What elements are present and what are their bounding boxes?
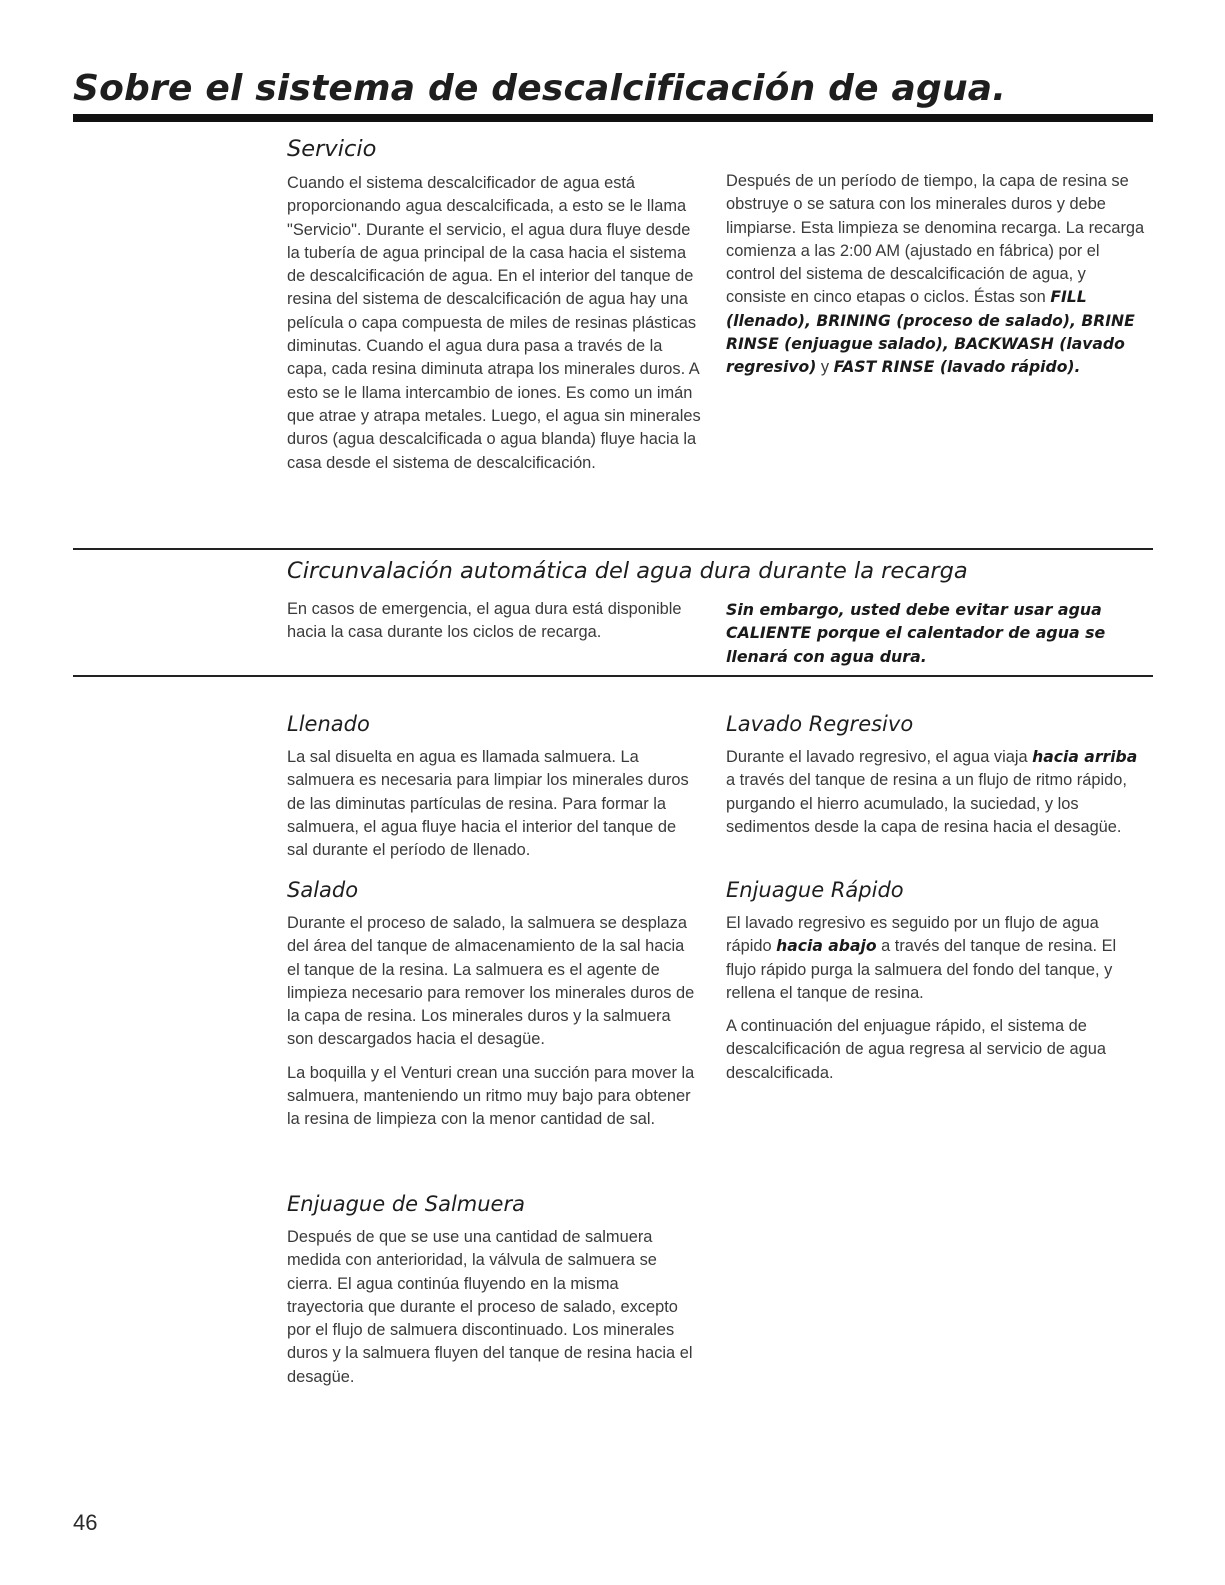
lavado-regresivo-text [726, 746, 1146, 839]
servicio-text: Cuando el sistema descalcificador de agua está proporcionando agua descalcificada, a esto se le llama "Servicio". Durante el servicio, el agua dura fluye desde la tubería de agua principal de la casa hacia el sistema de descalcificación de agua. En el interior del tanque de resina del sistema de descalcificación de agua hay una película o capa compuesta de miles de resinas plásticas diminutas. Cuando el agua dura pasa a través de la capa, cada resina diminuta atrapa los minerales duros. A esto se le llama intercambio de iones. Es como un imán que atrae y atrapa metales. Luego, el agua sin minerales duros (agua descalcificada o agua blanda) fluye hacia la casa desde el sistema de descalcificación. [287, 174, 701, 472]
enjuague-salmuera-section [287, 1192, 697, 1389]
enjuague-rapido-pre: El lavado regresivo es seguido por un flujo de agua rápido [726, 914, 1099, 956]
lavado-regresivo-emphasis: hacia arriba [1032, 748, 1138, 766]
salado-heading: Salado [287, 878, 359, 902]
section-divider [73, 675, 1153, 677]
lavado-regresivo-section [726, 712, 1146, 839]
bypass-right-column [726, 598, 1146, 668]
servicio-left-column [287, 136, 707, 475]
enjuague-rapido-text-2: A continuación del enjuague rápido, el sistema de descalcificación de agua regresa al servicio de agua descalcificada. [726, 1017, 1106, 1082]
servicio-right-column [726, 170, 1146, 380]
recarga-intro: Después de un período de tiempo, la capa de resina se obstruye o se satura con los minerales duros y debe limpiarse. Esta limpieza se denomina recarga. La recarga comienza a las 2:00 AM (ajustado en fábrica) por el control del sistema de descalcificación de agua, y consiste en cinco etapas o ciclos. Éstas son [726, 172, 1145, 307]
enjuague-salmuera-heading: Enjuague de Salmuera [287, 1192, 525, 1216]
lavado-regresivo-post: a través del tanque de resina a un flujo de ritmo rápido, purgando el hierro acumulado, la suciedad, y los sedimentos desde la capa de resina hacia el desagüe. [726, 771, 1127, 836]
page-title: Sobre el sistema de descalcificación de agua. [73, 68, 1007, 109]
bypass-section [287, 558, 1157, 584]
bypass-left-column [287, 598, 697, 645]
salado-text-2: La boquilla y el Venturi crean una succión para mover la salmuera, manteniendo un ritmo muy bajo para obtener la resina de limpieza con la menor cantidad de sal. [287, 1063, 695, 1129]
bypass-text: En casos de emergencia, el agua dura está disponible hacia la casa durante los ciclos de recarga. [287, 600, 682, 642]
llenado-text: La sal disuelta en agua es llamada salmuera. La salmuera es necesaria para limpiar los minerales duros de las diminutas partículas de resina. Para formar la salmuera, el agua fluye hacia el interior del tanque de sal durante el período de llenado. [287, 748, 689, 860]
servicio-heading: Servicio [287, 136, 377, 162]
enjuague-rapido-post: a través del tanque de resina. El flujo rápido purga la salmuera del fondo del tanque, y rellena el tanque de resina. [726, 937, 1117, 1002]
llenado-section [287, 712, 697, 862]
lavado-regresivo-heading: Lavado Regresivo [726, 712, 914, 736]
enjuague-rapido-section [726, 878, 1146, 1085]
bypass-heading: Circunvalación automática del agua dura durante la recarga [287, 558, 968, 584]
enjuague-rapido-heading: Enjuague Rápido [726, 878, 904, 902]
llenado-heading: Llenado [287, 712, 370, 736]
salado-section [287, 878, 697, 1132]
enjuague-rapido-emphasis: hacia abajo [776, 937, 877, 956]
section-divider [73, 548, 1153, 550]
recarga-text [726, 170, 1146, 380]
lavado-regresivo-pre: Durante el lavado regresivo, el agua viaja [726, 748, 1033, 766]
recarga-cycles: FILL (llenado), BRINING (proceso de salado), BRINE RINSE (enjuague salado), BACKWASH (lavado regresivo) [726, 288, 1135, 377]
recarga-and: y [816, 358, 834, 377]
recarga-last-cycle: FAST RINSE (lavado rápido). [833, 358, 1081, 377]
page-number: 46 [73, 1510, 98, 1535]
title-rule [73, 114, 1153, 122]
enjuague-rapido-text [726, 912, 1146, 1005]
bypass-warning: Sin embargo, usted debe evitar usar agua CALIENTE porque el calentador de agua se llenará con agua dura. [726, 600, 1106, 666]
salado-text: Durante el proceso de salado, la salmuera se desplaza del área del tanque de almacenamiento de la sal hacia el tanque de la resina. La salmuera es el agente de limpieza necesario para remover los minerales duros de la capa de resina. Los minerales duros y la salmuera son descargados hacia el desagüe. [287, 914, 695, 1049]
enjuague-salmuera-text: Después de que se use una cantidad de salmuera medida con anterioridad, la válvula de salmuera se cierra. El agua continúa fluyendo en la misma trayectoria que durante el proceso de salado, excepto por el flujo de salmuera discontinuado. Los minerales duros y la salmuera fluyen del tanque de resina hacia el desagüe. [287, 1228, 693, 1386]
